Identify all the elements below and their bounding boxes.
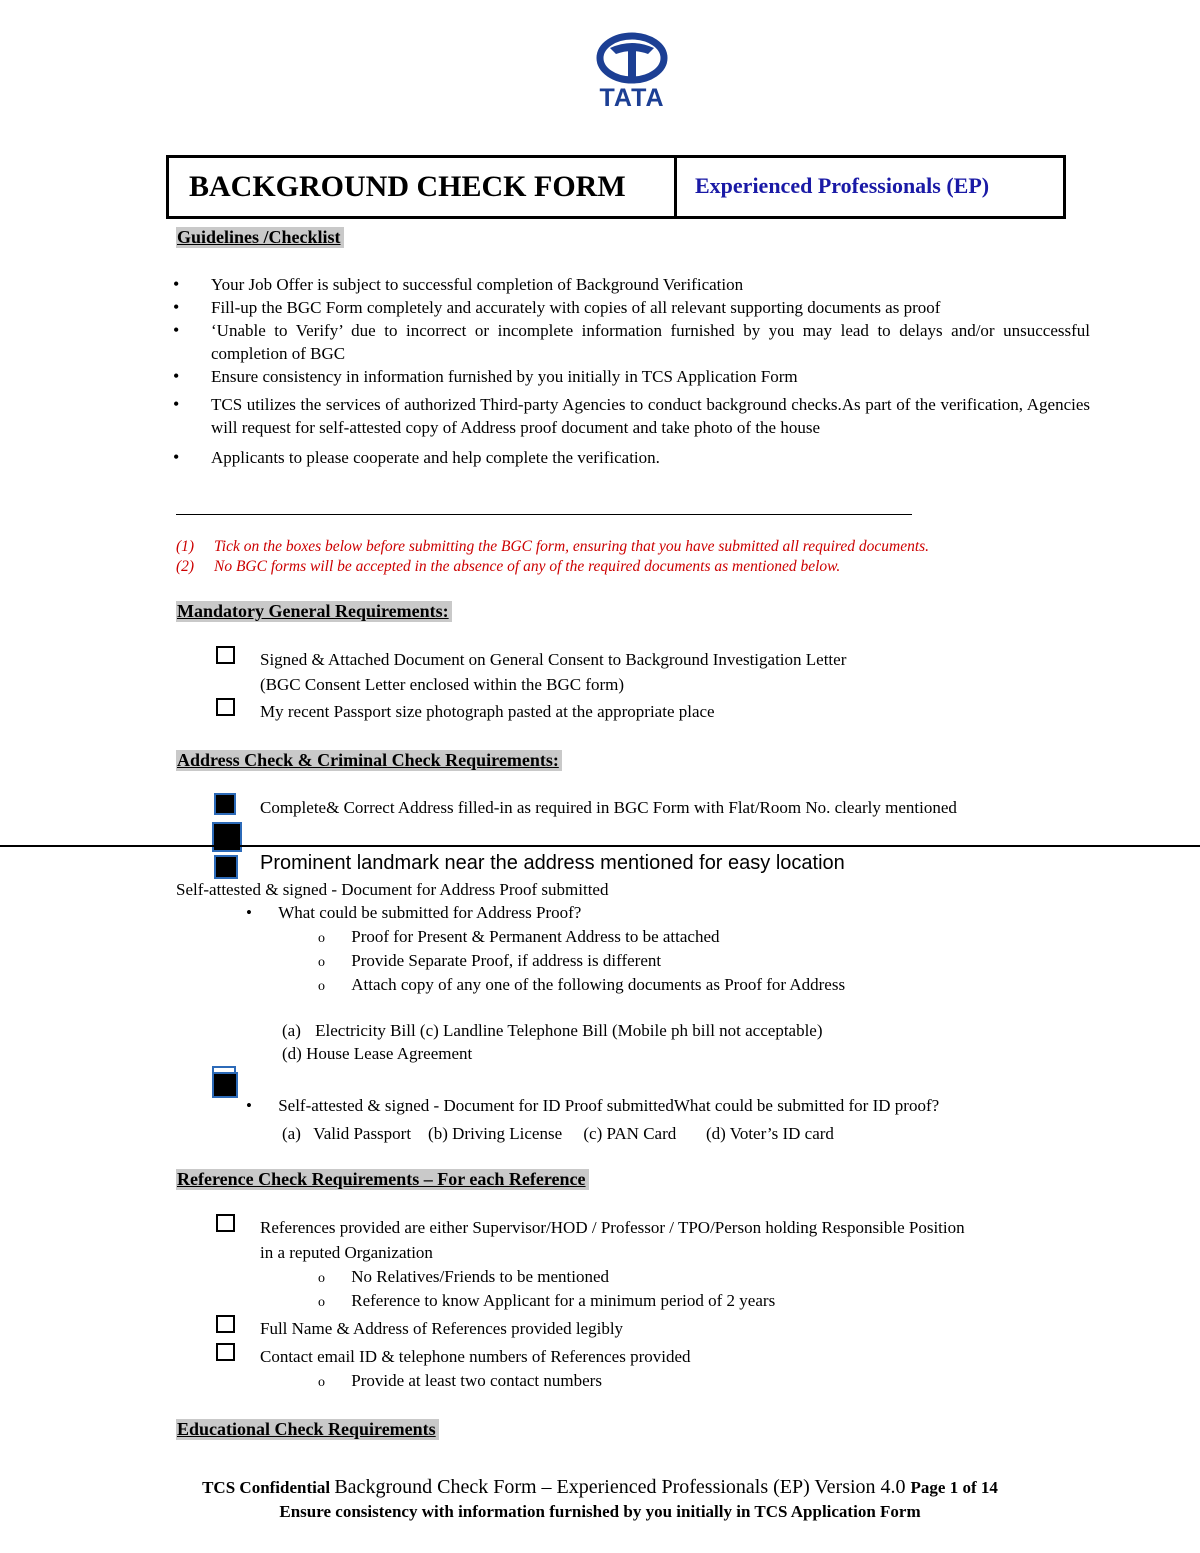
checkbox-address-filled[interactable]	[214, 793, 236, 815]
page-footer	[0, 1476, 1200, 1499]
address-proof-question: What could be submitted for Address Proof?	[278, 903, 582, 922]
id-docs-text: (a) Valid Passport (b) Driving License (c) PAN Card (d) Voter’s ID card	[282, 1124, 834, 1143]
list-item-text: No Relatives/Friends to be mentioned	[351, 1267, 610, 1286]
checkbox-reference-type[interactable]	[216, 1214, 235, 1232]
circle-bullet-icon: o	[318, 1271, 325, 1286]
doc-label: (a)	[282, 1021, 301, 1040]
list-item: • Fill-up the BGC Form completely and accurately with copies of all relevant supporting documents as proof	[172, 296, 1090, 319]
bullet-icon: •	[246, 903, 252, 922]
mandatory-title: Mandatory General Requirements:	[176, 601, 452, 622]
address-docs-line-1	[282, 1021, 823, 1041]
photo-item-text: My recent Passport size photograph pasted at the appropriate place	[260, 702, 715, 721]
form-title: BACKGROUND CHECK FORM	[189, 170, 626, 203]
bullet-icon: •	[246, 1096, 252, 1115]
list-item-text: Proof for Present & Permanent Address to be attached	[351, 927, 720, 946]
list-item: • Applicants to please cooperate and help complete the verification.	[172, 446, 1090, 469]
landmark-item-text: Prominent landmark near the address mentioned for easy location	[260, 852, 845, 874]
address-proof-text: Self-attested & signed - Document for Address Proof submitted	[176, 880, 609, 899]
list-item-text: Provide Separate Proof, if address is different	[351, 951, 662, 970]
circle-bullet-icon: o	[318, 979, 325, 994]
header-title-cell	[169, 158, 677, 216]
note-text: Tick on the boxes below before submitting the BGC form, ensuring that you have submitted all required documents.	[214, 538, 930, 555]
list-item: • Your Job Offer is subject to successful completion of Background Verification	[172, 273, 1090, 296]
logo-wordmark: TATA	[599, 84, 665, 112]
note-text: No BGC forms will be accepted in the absence of any of the required documents as mentioned below.	[214, 558, 841, 575]
footer-page-number: Page 1 of 14	[910, 1478, 998, 1497]
checkbox-landmark-large[interactable]	[212, 822, 242, 852]
checkbox-id-proof[interactable]	[212, 1072, 238, 1098]
reference-item-text: References provided are either Supervisor/HOD / Professor / TPO/Person holding Responsible Position	[260, 1218, 965, 1237]
reference-contact-text: Contact email ID & telephone numbers of References provided	[260, 1347, 691, 1366]
circle-bullet-icon: o	[318, 1375, 325, 1390]
id-proof-bullet	[246, 1096, 939, 1116]
circle-bullet-icon: o	[318, 1295, 325, 1310]
footer-form-name: Background Check Form – Experienced Professionals (EP) Version 4.0	[334, 1476, 911, 1498]
address-docs-line-2: (d) House Lease Agreement	[282, 1044, 473, 1063]
list-item	[318, 1371, 602, 1391]
consent-item-text: Signed & Attached Document on General Consent to Background Investigation Letter	[260, 650, 847, 669]
consent-item-note: (BGC Consent Letter enclosed within the BGC form)	[260, 675, 625, 694]
doc-text: Electricity Bill (c) Landline Telephone Bill (Mobile ph bill not acceptable)	[315, 1021, 823, 1040]
address-title: Address Check & Criminal Check Requirements:	[176, 750, 562, 771]
reference-name-text: Full Name & Address of References provided legibly	[260, 1319, 624, 1338]
list-item: • TCS utilizes the services of authorized Third-party Agencies to conduct background checks.As part of the verification, Agencies will request for self-attested copy of Address proof document and take photo of the house	[172, 393, 1090, 439]
divider	[176, 514, 912, 515]
list-item-text: Reference to know Applicant for a minimum period of 2 years	[351, 1291, 776, 1310]
list-item	[318, 975, 845, 995]
checkbox-reference-name[interactable]	[216, 1315, 235, 1333]
circle-bullet-icon: o	[318, 955, 325, 970]
checkbox-landmark[interactable]	[214, 855, 238, 879]
form-header	[166, 155, 1066, 219]
guidelines-list	[172, 273, 1090, 469]
id-proof-text: Self-attested & signed - Document for ID Proof submittedWhat could be submitted for ID proof?	[278, 1096, 940, 1115]
address-item-text: Complete& Correct Address filled-in as required in BGC Form with Flat/Room No. clearly mentioned	[260, 798, 957, 817]
list-item-text: Provide at least two contact numbers	[351, 1371, 602, 1390]
guidelines-title: Guidelines /Checklist	[176, 227, 344, 248]
list-item	[318, 927, 720, 947]
checkbox-photo[interactable]	[216, 698, 235, 716]
page-break-line	[0, 845, 1200, 847]
list-item-text: Attach copy of any one of the following documents as Proof for Address	[351, 975, 846, 994]
circle-bullet-icon: o	[318, 931, 325, 946]
list-item	[318, 1267, 609, 1287]
note-number: (2)	[176, 558, 195, 575]
list-item	[318, 1291, 775, 1311]
footer-note: Ensure consistency with information furnished by you initially in TCS Application Form	[279, 1502, 921, 1521]
tata-logo	[584, 32, 680, 110]
footer-confidential: TCS Confidential	[202, 1478, 335, 1497]
note-1	[176, 538, 929, 556]
list-item	[318, 951, 661, 971]
form-subtitle: Experienced Professionals (EP)	[695, 173, 990, 198]
reference-title: Reference Check Requirements – For each Reference	[176, 1169, 589, 1190]
checkbox-consent[interactable]	[216, 646, 235, 664]
tata-emblem-icon	[584, 32, 680, 84]
checkbox-reference-contact[interactable]	[216, 1343, 235, 1361]
note-2	[176, 558, 840, 576]
address-proof-bullet	[246, 903, 581, 923]
education-title: Educational Check Requirements	[176, 1419, 439, 1440]
reference-item-text-2: in a reputed Organization	[260, 1243, 433, 1262]
note-number: (1)	[176, 538, 195, 555]
list-item: • Ensure consistency in information furnished by you initially in TCS Application Form	[172, 365, 1090, 388]
list-item: • ‘Unable to Verify’ due to incorrect or incomplete information furnished by you may lead to delays and/or unsuccessful completion of BGC	[172, 319, 1090, 365]
